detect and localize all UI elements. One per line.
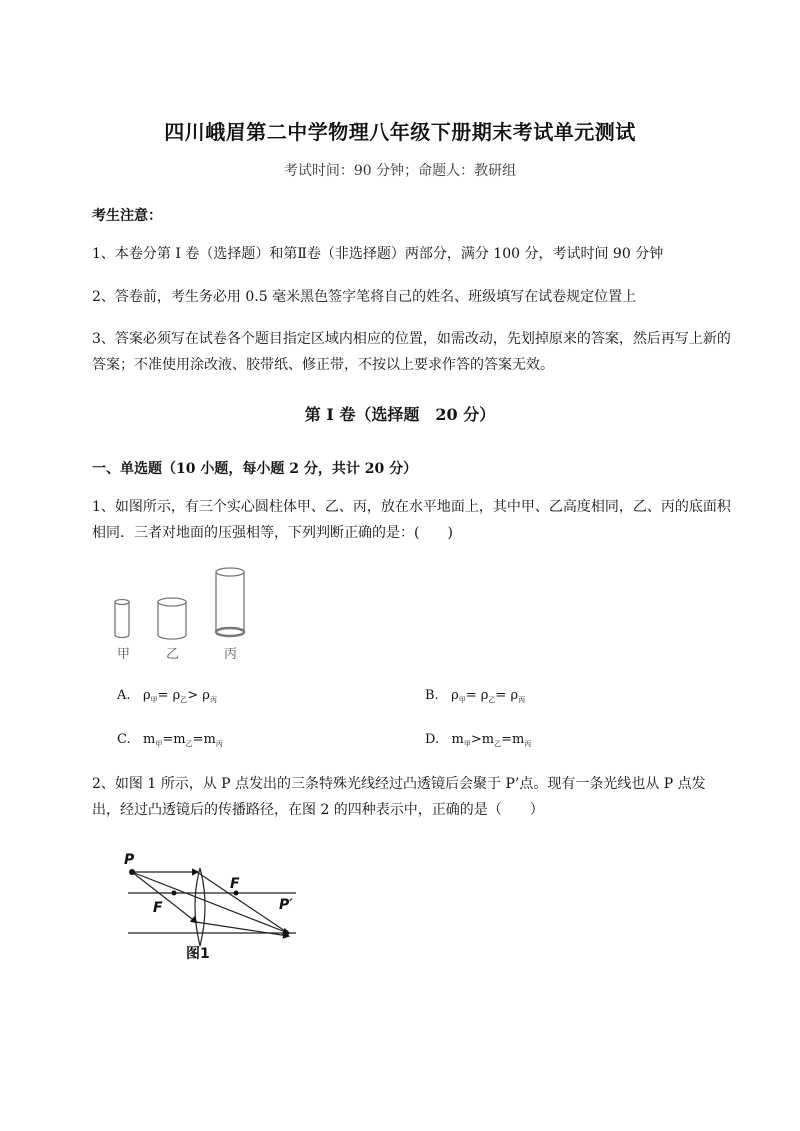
note-item-1: 1、本卷分第 I 卷（选择题）和第Ⅱ卷（非选择题）两部分，满分 100 分，考试时间 90 分钟 [92,246,664,262]
question-type-heading: 一、单选题（10 小题，每小题 2 分，共计 20 分） [92,461,418,477]
note-item-3: 3、答案必须写在试卷各个题目指定区域内相应的位置，如需改动，先划掉原来的答案，然后再写上新的答案；不准使用涂改液、胶带纸、修正带，不按以上要求作答的答案无效。 [92,331,731,373]
option-c-sub1: 甲 [155,740,163,748]
option-b-sym: ρ [451,688,459,703]
option-d-sub2: 乙 [494,740,502,748]
option-a[interactable] [117,688,217,703]
cylinder-label-jia: 甲 [117,647,131,662]
option-d[interactable] [425,732,531,747]
point-p-label: P [124,852,135,868]
section-title: 第 I 卷（选择题 20 分） [304,405,496,424]
option-d-op2: =m [501,732,525,747]
option-c-sym: m [143,732,156,747]
option-a-sub1: 甲 [150,696,158,704]
option-a-op2: > ρ [187,688,210,703]
option-d-sym: m [451,732,464,747]
option-a-letter: A. [117,688,131,703]
option-d-sub1: 甲 [463,740,471,748]
option-a-op1: = ρ [157,688,181,703]
option-d-letter: D. [425,732,440,747]
option-c-op1: =m [162,732,186,747]
option-c[interactable] [117,732,223,747]
option-b-letter: B. [425,688,439,703]
option-b-sub3: 丙 [518,696,526,704]
exam-info: 考试时间：90 分钟；命题人：教研组 [283,163,517,179]
note-item-2: 2、答卷前，考生务必用 0.5 毫米黑色签字笔将自己的姓名、班级填写在试卷规定位置上 [92,289,637,305]
focus-f-top-label: F [230,876,240,892]
cylinder-label-bing: 丙 [224,647,238,662]
question-1-text: 1、如图所示，有三个实心圆柱体甲、乙、丙，放在水平地面上，其中甲、乙高度相同，乙、丙的底面积相同．三者对地面的压强相等，下列判断正确的是：( ) [92,499,731,541]
option-a-sym: ρ [142,688,151,703]
option-d-sub3: 丙 [524,740,532,748]
option-b-op1: = ρ [465,688,489,703]
point-p-prime-label: P′ [279,897,293,913]
figure-1-caption: 图1 [186,946,210,962]
option-c-letter: C. [117,732,131,747]
option-a-sub2: 乙 [180,696,188,704]
option-b-sub1: 甲 [458,696,466,704]
notes-heading: 考生注意： [92,208,162,224]
option-c-op2: =m [192,732,216,747]
option-a-sub3: 丙 [209,696,217,704]
option-c-sub3: 丙 [215,740,223,748]
option-b-op2: = ρ [495,688,519,703]
option-b-sub2: 乙 [488,696,496,704]
cylinder-label-yi: 乙 [166,647,180,662]
option-b[interactable] [425,688,525,703]
question-2-text: 2、如图 1 所示，从 P 点发出的三条特殊光线经过凸透镜后会聚于 P’点。现有一条光线也从 P 点发出，经过凸透镜后的传播路径，在图 2 的四种表示中，正确的是（ ） [92,776,706,818]
option-c-sub2: 乙 [185,740,193,748]
focus-f-bottom-label: F [153,900,163,916]
page-title: 四川峨眉第二中学物理八年级下册期末考试单元测试 [164,120,636,144]
option-d-op1: >m [470,732,495,747]
